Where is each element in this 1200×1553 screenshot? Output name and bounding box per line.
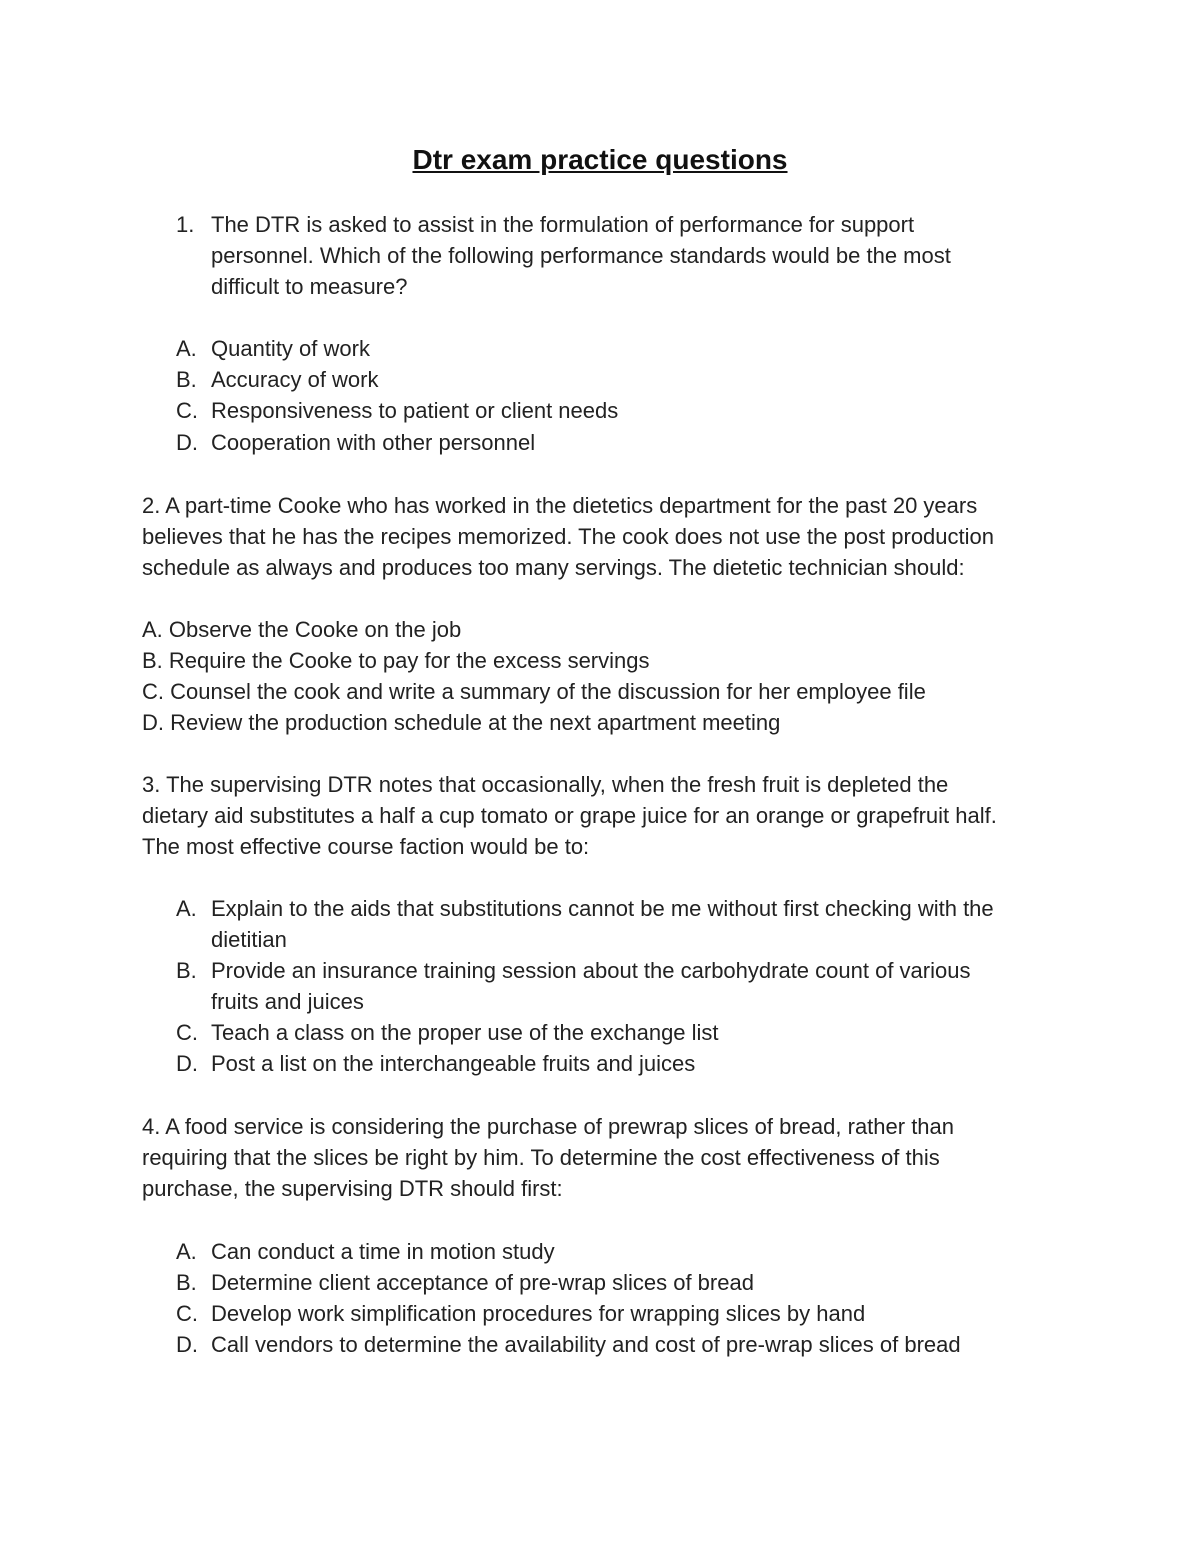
question-text-line: purchase, the supervising DTR should first:	[142, 1176, 563, 1201]
option-text: Cooperation with other personnel	[211, 430, 536, 455]
question-text-line: The DTR is asked to assist in the formulation of performance for support	[211, 212, 915, 237]
question-text-line: 4. A food service is considering the purchase of prewrap slices of bread, rather than	[142, 1114, 955, 1139]
question-text-line: dietary aid substitutes a half a cup tomato or grape juice for an orange or grapefruit half.	[142, 803, 997, 828]
option-text: D. Review the production schedule at the next apartment meeting	[142, 710, 781, 735]
option-letter: D.	[176, 1051, 198, 1076]
option-letter: C.	[176, 1020, 198, 1045]
question-text-line: believes that he has the recipes memorized. The cook does not use the post production	[142, 524, 994, 549]
option-letter: B.	[176, 958, 197, 983]
option-text: Quantity of work	[211, 336, 370, 361]
question-text-line: difficult to measure?	[211, 274, 408, 299]
option-letter: B.	[176, 1270, 197, 1295]
option-letter: B.	[176, 367, 197, 392]
option-text: Explain to the aids that substitutions cannot be me without first checking with the	[211, 896, 994, 921]
option-text: Provide an insurance training session about the carbohydrate count of various	[211, 958, 971, 983]
option-letter: A.	[176, 1239, 197, 1264]
question-text-line: 3. The supervising DTR notes that occasionally, when the fresh fruit is depleted the	[142, 772, 949, 797]
option-text: fruits and juices	[211, 989, 364, 1014]
option-text: Accuracy of work	[211, 367, 379, 392]
question-text-line: requiring that the slices be right by him. To determine the cost effectiveness of this	[142, 1145, 940, 1170]
option-text: Responsiveness to patient or client needs	[211, 398, 619, 423]
option-text: Develop work simplification procedures for wrapping slices by hand	[211, 1301, 866, 1326]
option-letter: C.	[176, 398, 198, 423]
question-text-line: The most effective course faction would be to:	[142, 834, 590, 859]
option-text: Determine client acceptance of pre-wrap slices of bread	[211, 1270, 754, 1295]
page-title: Dtr exam practice questions	[412, 144, 788, 175]
option-text: Call vendors to determine the availability and cost of pre-wrap slices of bread	[211, 1332, 961, 1357]
option-text: C. Counsel the cook and write a summary of the discussion for her employee file	[142, 679, 926, 704]
option-text: Post a list on the interchangeable fruits and juices	[211, 1051, 696, 1076]
question-text-line: personnel. Which of the following performance standards would be the most	[211, 243, 951, 268]
question-text-line: 2. A part-time Cooke who has worked in the dietetics department for the past 20 years	[142, 493, 978, 518]
option-letter: D.	[176, 1332, 198, 1357]
option-text: dietitian	[211, 927, 287, 952]
question-text-line: schedule as always and produces too many servings. The dietetic technician should:	[142, 555, 965, 580]
question-number: 1.	[176, 212, 195, 237]
option-text: Teach a class on the proper use of the exchange list	[211, 1020, 719, 1045]
option-text: B. Require the Cooke to pay for the excess servings	[142, 648, 650, 673]
option-letter: D.	[176, 430, 198, 455]
option-letter: A.	[176, 896, 197, 921]
option-text: Can conduct a time in motion study	[211, 1239, 555, 1264]
option-letter: A.	[176, 336, 197, 361]
option-letter: C.	[176, 1301, 198, 1326]
option-text: A. Observe the Cooke on the job	[142, 617, 462, 642]
